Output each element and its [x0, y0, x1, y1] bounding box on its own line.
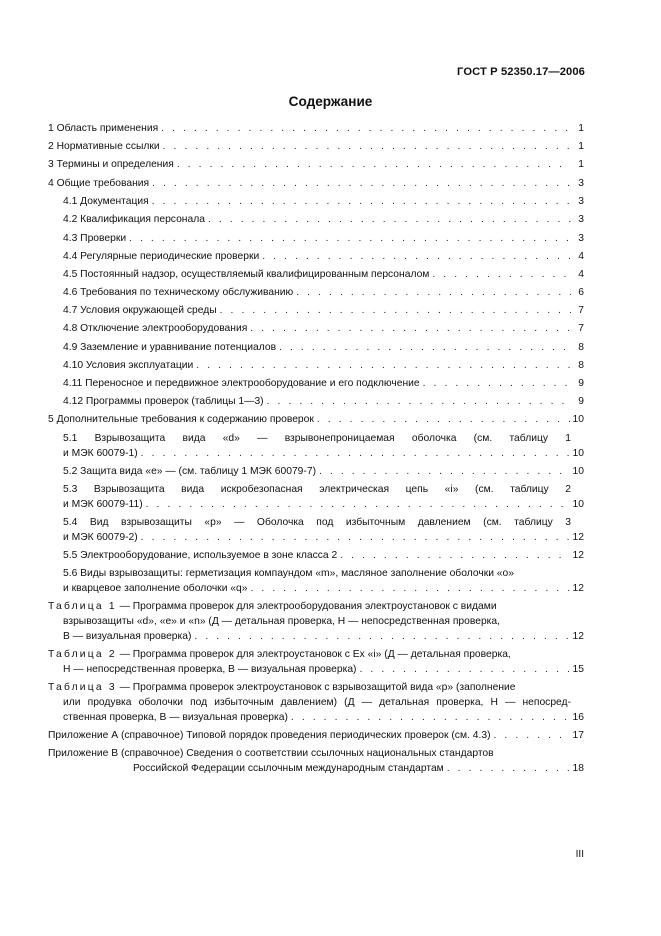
toc-entry[interactable]: Приложение А (справочное) Типовой порядок проведения периодических проверок (см. 4.3) . . . 17 [48, 728, 584, 743]
leader-dots [317, 412, 570, 427]
toc-entry[interactable]: 4.11 Переносное и передвижное электрооборудование и его подключение . . . 9 [63, 376, 584, 391]
leader-dots [177, 157, 571, 172]
toc-entry[interactable]: и МЭК 60079-11) . . . 10 [63, 497, 584, 512]
page-ref: 18 [572, 763, 584, 774]
toc-entry-line[interactable]: Таблица 1 — Программа проверок для электрооборудования электроустановок с видами [48, 601, 497, 612]
page-ref: 7 [578, 305, 584, 316]
leader-dots [279, 340, 571, 355]
table-label: Таблица 3 [48, 682, 117, 693]
page-ref: 8 [578, 360, 584, 371]
leader-dots [208, 212, 571, 227]
page-ref: 8 [578, 342, 584, 353]
toc-entry[interactable]: 5.5 Электрооборудование, используемое в зоне класса 2 . . . 12 [63, 548, 584, 563]
leader-dots [359, 662, 569, 677]
toc-entry[interactable]: и МЭК 60079-2) . . . 12 [63, 530, 584, 545]
page-ref: 4 [578, 269, 584, 280]
leader-dots [146, 497, 570, 512]
toc-entry[interactable]: ственная проверка, В — визуальная проверка) . . . 16 [63, 710, 584, 725]
toc-entry-line[interactable]: Приложение В (справочное) Сведения о соответствии ссылочных национальных стандартов [48, 748, 494, 759]
leader-dots [262, 249, 571, 264]
toc-entry-line[interactable]: Таблица 2 — Программа проверок для электроустановок с Ех «i» (Д — детальная проверка, [48, 649, 511, 660]
page-ref: 12 [572, 550, 584, 561]
leader-dots [250, 321, 571, 336]
leader-dots [141, 446, 570, 461]
toc-entry[interactable]: 4.2 Квалификация персонала . . . 3 [63, 212, 584, 227]
page-ref: 6 [578, 287, 584, 298]
toc-entry[interactable]: 4 Общие требования . . . 3 [48, 176, 584, 191]
page-ref: 3 [578, 214, 584, 225]
leader-dots [152, 176, 571, 191]
page-title: Содержание [288, 94, 373, 109]
document-designation: ГОСТ Р 52350.17—2006 [457, 66, 585, 78]
page-ref: 10 [572, 414, 584, 425]
page-ref: 3 [578, 196, 584, 207]
page-ref: 7 [578, 323, 584, 334]
leader-dots [196, 358, 571, 373]
toc-entry[interactable]: 4.6 Требования по техническому обслуживанию . . . 6 [63, 285, 584, 300]
toc-entry[interactable]: Российской Федерации ссылочным международным стандартам . . . 18 [133, 761, 584, 776]
toc-entry[interactable]: Н — непосредственная проверка, В — визуальная проверка) . . . 15 [63, 662, 584, 677]
leader-dots [220, 303, 571, 318]
toc-entry[interactable]: 5 Дополнительные требования к содержанию проверок . . . 10 [48, 412, 584, 427]
page-ref: 10 [572, 448, 584, 459]
table-label: Таблица 1 [48, 601, 117, 612]
toc-entry-line[interactable]: 5.3 Взрывозащита вида искробезопасная электрическая цепь «i» (см. таблицу 2 [63, 484, 571, 495]
toc-entry[interactable]: и кварцевое заполнение оболочки «q» . . . 12 [63, 581, 584, 596]
leader-dots [423, 376, 571, 391]
page-number: III [575, 849, 584, 860]
toc-entry[interactable]: 2 Нормативные ссылки . . . 1 [48, 139, 584, 154]
page-ref: 3 [578, 233, 584, 244]
page-ref: 4 [578, 251, 584, 262]
page-ref: 15 [572, 664, 584, 675]
leader-dots [340, 548, 569, 563]
toc-entry[interactable]: 4.12 Программы проверок (таблицы 1—3) . . . 9 [63, 394, 584, 409]
toc-entry[interactable]: 4.3 Проверки . . . 3 [63, 231, 584, 246]
page-ref: 10 [572, 499, 584, 510]
toc-entry[interactable]: 4.9 Заземление и уравнивание потенциалов . . . 8 [63, 340, 584, 355]
toc-entry-line[interactable]: или продувка оболочки под избыточным давлением) (Д — детальная проверка, Н — непосред- [63, 697, 571, 708]
leader-dots [432, 267, 571, 282]
leader-dots [129, 231, 571, 246]
page-ref: 9 [578, 396, 584, 407]
page-ref: 12 [572, 583, 584, 594]
toc-entry[interactable]: 5.2 Защита вида «е» — (см. таблицу 1 МЭК 60079-7) . . . 10 [63, 464, 584, 479]
toc-entry[interactable]: 4.10 Условия эксплуатации . . . 8 [63, 358, 584, 373]
page-ref: 10 [572, 466, 584, 477]
toc-entry-line[interactable]: 5.1 Взрывозащита вида «d» — взрывонепроницаемая оболочка (см. таблицу 1 [63, 433, 571, 444]
leader-dots [291, 710, 570, 725]
page-ref: 17 [572, 730, 584, 741]
toc-entry[interactable]: 4.1 Документация . . . 3 [63, 194, 584, 209]
toc-entry-line[interactable]: Таблица 3 — Программа проверок электроустановок с взрывозащитой вида «р» (заполнение [48, 682, 516, 693]
leader-dots [267, 394, 571, 409]
page-ref: 1 [578, 123, 584, 134]
leader-dots [296, 285, 571, 300]
page-ref: 12 [572, 532, 584, 543]
page-ref: 16 [572, 712, 584, 723]
leader-dots [163, 139, 571, 154]
page-ref: 12 [572, 631, 584, 642]
toc-entry[interactable]: и МЭК 60079-1) . . . 10 [63, 446, 584, 461]
leader-dots [447, 761, 570, 776]
toc-entry-line[interactable]: 5.6 Виды взрывозащиты: герметизация компаундом «m», масляное заполнение оболочки «о» [63, 568, 514, 579]
toc-entry[interactable]: 4.4 Регулярные периодические проверки . . . 4 [63, 249, 584, 264]
leader-dots [250, 581, 569, 596]
table-label: Таблица 2 [48, 649, 117, 660]
page-ref: 9 [578, 378, 584, 389]
toc-entry-line[interactable]: взрывозащиты «d», «е» и «n» (Д — детальная проверка, Н — непосредственная проверка, [63, 616, 500, 627]
toc-entry[interactable]: 4.7 Условия окружающей среды . . . 7 [63, 303, 584, 318]
toc-entry[interactable]: 4.5 Постоянный надзор, осуществляемый квалифицированным персоналом . . . 4 [63, 267, 584, 282]
leader-dots [494, 728, 570, 743]
leader-dots [161, 121, 571, 136]
page-ref: 1 [578, 159, 584, 170]
toc-entry[interactable]: 3 Термины и определения . . . 1 [48, 157, 584, 172]
page-ref: 3 [578, 178, 584, 189]
toc-entry[interactable]: В — визуальная проверка) . . . 12 [63, 629, 584, 644]
toc-entry-line[interactable]: 5.4 Вид взрывозащиты «р» — Оболочка под избыточным давлением (см. таблицу 3 [63, 517, 571, 528]
leader-dots [194, 629, 569, 644]
page-ref: 1 [578, 141, 584, 152]
leader-dots [152, 194, 571, 209]
leader-dots [319, 464, 570, 479]
toc-entry[interactable]: 1 Область применения . . . 1 [48, 121, 584, 136]
toc-entry[interactable]: 4.8 Отключение электрооборудования . . . 7 [63, 321, 584, 336]
leader-dots [141, 530, 570, 545]
